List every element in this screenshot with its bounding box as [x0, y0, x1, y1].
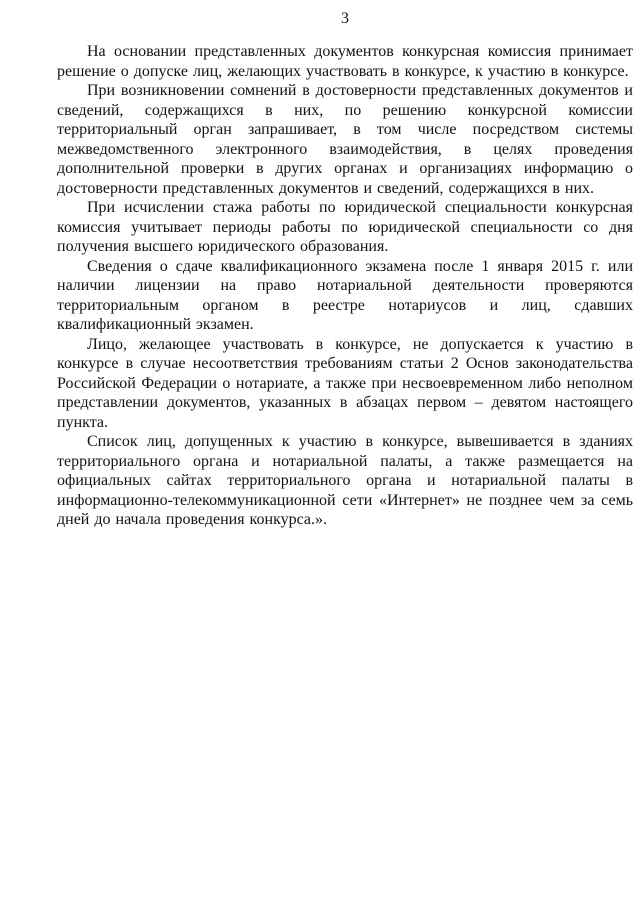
paragraph: На основании представленных документов конкурсная комиссия принимает решение о допуске лиц, желающих участвовать в конкурсе, к участию в конкурсе.: [57, 43, 633, 80]
paragraph: При исчислении стажа работы по юридической специальности конкурсная комиссия учитывает периоды работы по юридической специальности со дня получения высшего юридического образования.: [57, 199, 633, 255]
page-number: 3: [341, 10, 349, 27]
document-body: [57, 42, 633, 530]
paragraph: Лицо, желающее участвовать в конкурсе, не допускается к участию в конкурсе в случае несоответствия требованиям статьи 2 Основ законодательства Российской Федерации о нотариате, а также при несвоевременном либо неполном представлении документов, указанных в абзацах первом – девятом настоящего пункта.: [57, 335, 633, 431]
paragraph: Сведения о сдаче квалификационного экзамена после 1 января 2015 г. или наличии лицензии на право нотариальной деятельности проверяются территориальным органом в реестре нотариусов и лиц, сдавших квалификационный экзамен.: [57, 257, 633, 333]
paragraph: При возникновении сомнений в достоверности представленных документов и сведений, содержащихся в них, по решению конкурсной комиссии территориальный орган запрашивает, в том числе посредством системы межведомственного электронного взаимодействия, в целях проведения дополнительной проверки в других органах и организациях информацию о достоверности представленных документов и сведений, содержащихся в них.: [57, 82, 633, 197]
paragraph: Список лиц, допущенных к участию в конкурсе, вывешивается в зданиях территориального органа и нотариальной палаты, а также размещается на официальных сайтах территориального органа и нотариальной палаты в информационно-телекоммуникационной сети «Интернет» не позднее чем за семь дней до начала проведения конкурса.».: [57, 433, 633, 528]
